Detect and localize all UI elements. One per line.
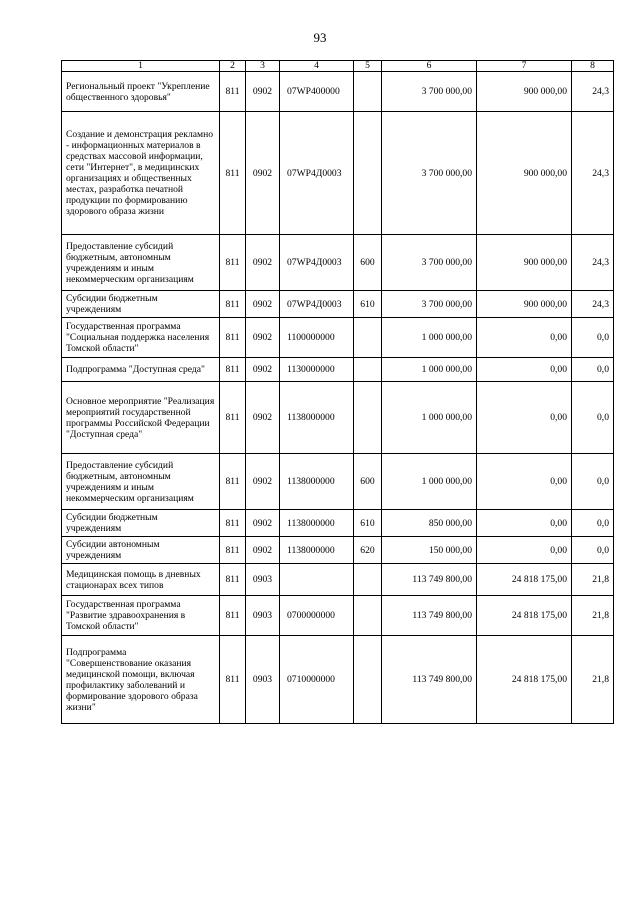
expense-type-cell: 620 [354,537,382,564]
row-name-cell: Подпрограмма "Совершенствование оказания медицинской помощи, включая профилактику заболеваний и формирование здорового образа жизни" [62,636,220,724]
plan-amount-cell: 150 000,00 [382,537,477,564]
percent-cell: 21,8 [572,636,614,724]
code-cell: 811 [220,537,246,564]
code-cell: 811 [220,291,246,318]
actual-amount-cell: 0,00 [477,318,572,358]
expense-type-cell [354,72,382,112]
row-name-cell: Предоставление субсидий бюджетным, автономным учреждениям и иным некоммерческим организациям [62,235,220,291]
plan-amount-cell: 850 000,00 [382,510,477,537]
table-row [62,510,614,537]
table-row [62,537,614,564]
code-cell: 811 [220,72,246,112]
percent-cell: 0,0 [572,358,614,382]
actual-amount-cell: 24 818 175,00 [477,596,572,636]
percent-cell: 21,8 [572,596,614,636]
section-cell: 0902 [246,382,280,454]
actual-amount-cell: 900 000,00 [477,72,572,112]
row-name-cell: Создание и демонстрация рекламно - информационных материалов в средствах массовой информации, сети "Интернет", в медицинских организациях и общественных местах, разработка печатной продукции по формированию здорового образа жизни [62,112,220,235]
code-cell: 811 [220,454,246,510]
target-code-cell: 1130000000 [280,358,354,382]
plan-amount-cell: 113 749 800,00 [382,636,477,724]
table-body [62,61,614,724]
column-header: 1 [62,61,220,72]
section-cell: 0902 [246,510,280,537]
row-name-cell: Государственная программа "Развитие здравоохранения в Томской области" [62,596,220,636]
plan-amount-cell: 113 749 800,00 [382,564,477,596]
row-name-cell: Предоставление субсидий бюджетным, автономным учреждениям и иным некоммерческим организациям [62,454,220,510]
budget-table [61,60,614,724]
expense-type-cell [354,358,382,382]
expense-type-cell [354,596,382,636]
actual-amount-cell: 24 818 175,00 [477,564,572,596]
plan-amount-cell: 1 000 000,00 [382,454,477,510]
table-row [62,112,614,235]
section-cell: 0902 [246,454,280,510]
plan-amount-cell: 3 700 000,00 [382,112,477,235]
code-cell: 811 [220,564,246,596]
expense-type-cell [354,318,382,358]
section-cell: 0903 [246,596,280,636]
expense-type-cell [354,112,382,235]
table-row [62,318,614,358]
table-row [62,291,614,318]
code-cell: 811 [220,636,246,724]
section-cell: 0902 [246,537,280,564]
table-row [62,72,614,112]
table-row [62,564,614,596]
code-cell: 811 [220,510,246,537]
plan-amount-cell: 3 700 000,00 [382,291,477,318]
row-name-cell: Субсидии автономным учреждениям [62,537,220,564]
target-code-cell: 0710000000 [280,636,354,724]
target-code-cell: 1138000000 [280,382,354,454]
plan-amount-cell: 1 000 000,00 [382,318,477,358]
code-cell: 811 [220,318,246,358]
table-row [62,382,614,454]
expense-type-cell: 600 [354,454,382,510]
column-header: 5 [354,61,382,72]
section-cell: 0902 [246,112,280,235]
expense-type-cell [354,382,382,454]
percent-cell: 24,3 [572,291,614,318]
percent-cell: 0,0 [572,537,614,564]
percent-cell: 0,0 [572,382,614,454]
actual-amount-cell: 0,00 [477,454,572,510]
actual-amount-cell: 24 818 175,00 [477,636,572,724]
percent-cell: 24,3 [572,112,614,235]
actual-amount-cell: 0,00 [477,510,572,537]
row-name-cell: Основное мероприятие "Реализация мероприятий государственной программы Российской Федерации "Доступная среда" [62,382,220,454]
row-name-cell: Региональный проект "Укрепление общественного здоровья" [62,72,220,112]
expense-type-cell [354,636,382,724]
plan-amount-cell: 1 000 000,00 [382,358,477,382]
table-row [62,235,614,291]
target-code-cell: 0700000000 [280,596,354,636]
actual-amount-cell: 0,00 [477,382,572,454]
section-cell: 0903 [246,636,280,724]
section-cell: 0902 [246,72,280,112]
table-row [62,454,614,510]
row-name-cell: Субсидии бюджетным учреждениям [62,510,220,537]
percent-cell: 0,0 [572,454,614,510]
column-header: 2 [220,61,246,72]
expense-type-cell: 610 [354,510,382,537]
column-header: 3 [246,61,280,72]
column-header: 4 [280,61,354,72]
table-row [62,358,614,382]
section-cell: 0902 [246,235,280,291]
plan-amount-cell: 1 000 000,00 [382,382,477,454]
column-header: 6 [382,61,477,72]
row-name-cell: Субсидии бюджетным учреждениям [62,291,220,318]
section-cell: 0902 [246,291,280,318]
target-code-cell: 07WP4Д0003 [280,291,354,318]
actual-amount-cell: 0,00 [477,358,572,382]
plan-amount-cell: 113 749 800,00 [382,596,477,636]
percent-cell: 24,3 [572,72,614,112]
target-code-cell: 1138000000 [280,454,354,510]
percent-cell: 24,3 [572,235,614,291]
actual-amount-cell: 900 000,00 [477,291,572,318]
section-cell: 0902 [246,358,280,382]
page-number: 93 [313,30,327,45]
section-cell: 0903 [246,564,280,596]
actual-amount-cell: 0,00 [477,537,572,564]
target-code-cell: 07WP4Д0003 [280,235,354,291]
row-name-cell: Государственная программа "Социальная поддержка населения Томской области" [62,318,220,358]
plan-amount-cell: 3 700 000,00 [382,72,477,112]
actual-amount-cell: 900 000,00 [477,235,572,291]
row-name-cell: Подпрограмма "Доступная среда" [62,358,220,382]
table-row [62,636,614,724]
target-code-cell: 07WP400000 [280,72,354,112]
row-name-cell: Медицинская помощь в дневных стационарах всех типов [62,564,220,596]
column-header: 8 [572,61,614,72]
plan-amount-cell: 3 700 000,00 [382,235,477,291]
target-code-cell [280,564,354,596]
code-cell: 811 [220,235,246,291]
section-cell: 0902 [246,318,280,358]
percent-cell: 0,0 [572,510,614,537]
code-cell: 811 [220,596,246,636]
percent-cell: 21,8 [572,564,614,596]
percent-cell: 0,0 [572,318,614,358]
actual-amount-cell: 900 000,00 [477,112,572,235]
code-cell: 811 [220,358,246,382]
code-cell: 811 [220,382,246,454]
expense-type-cell [354,564,382,596]
target-code-cell: 1100000000 [280,318,354,358]
expense-type-cell: 610 [354,291,382,318]
header-row [62,61,614,72]
expense-type-cell: 600 [354,235,382,291]
column-header: 7 [477,61,572,72]
table-row [62,596,614,636]
target-code-cell: 07WP4Д0003 [280,112,354,235]
target-code-cell: 1138000000 [280,510,354,537]
target-code-cell: 1138000000 [280,537,354,564]
code-cell: 811 [220,112,246,235]
